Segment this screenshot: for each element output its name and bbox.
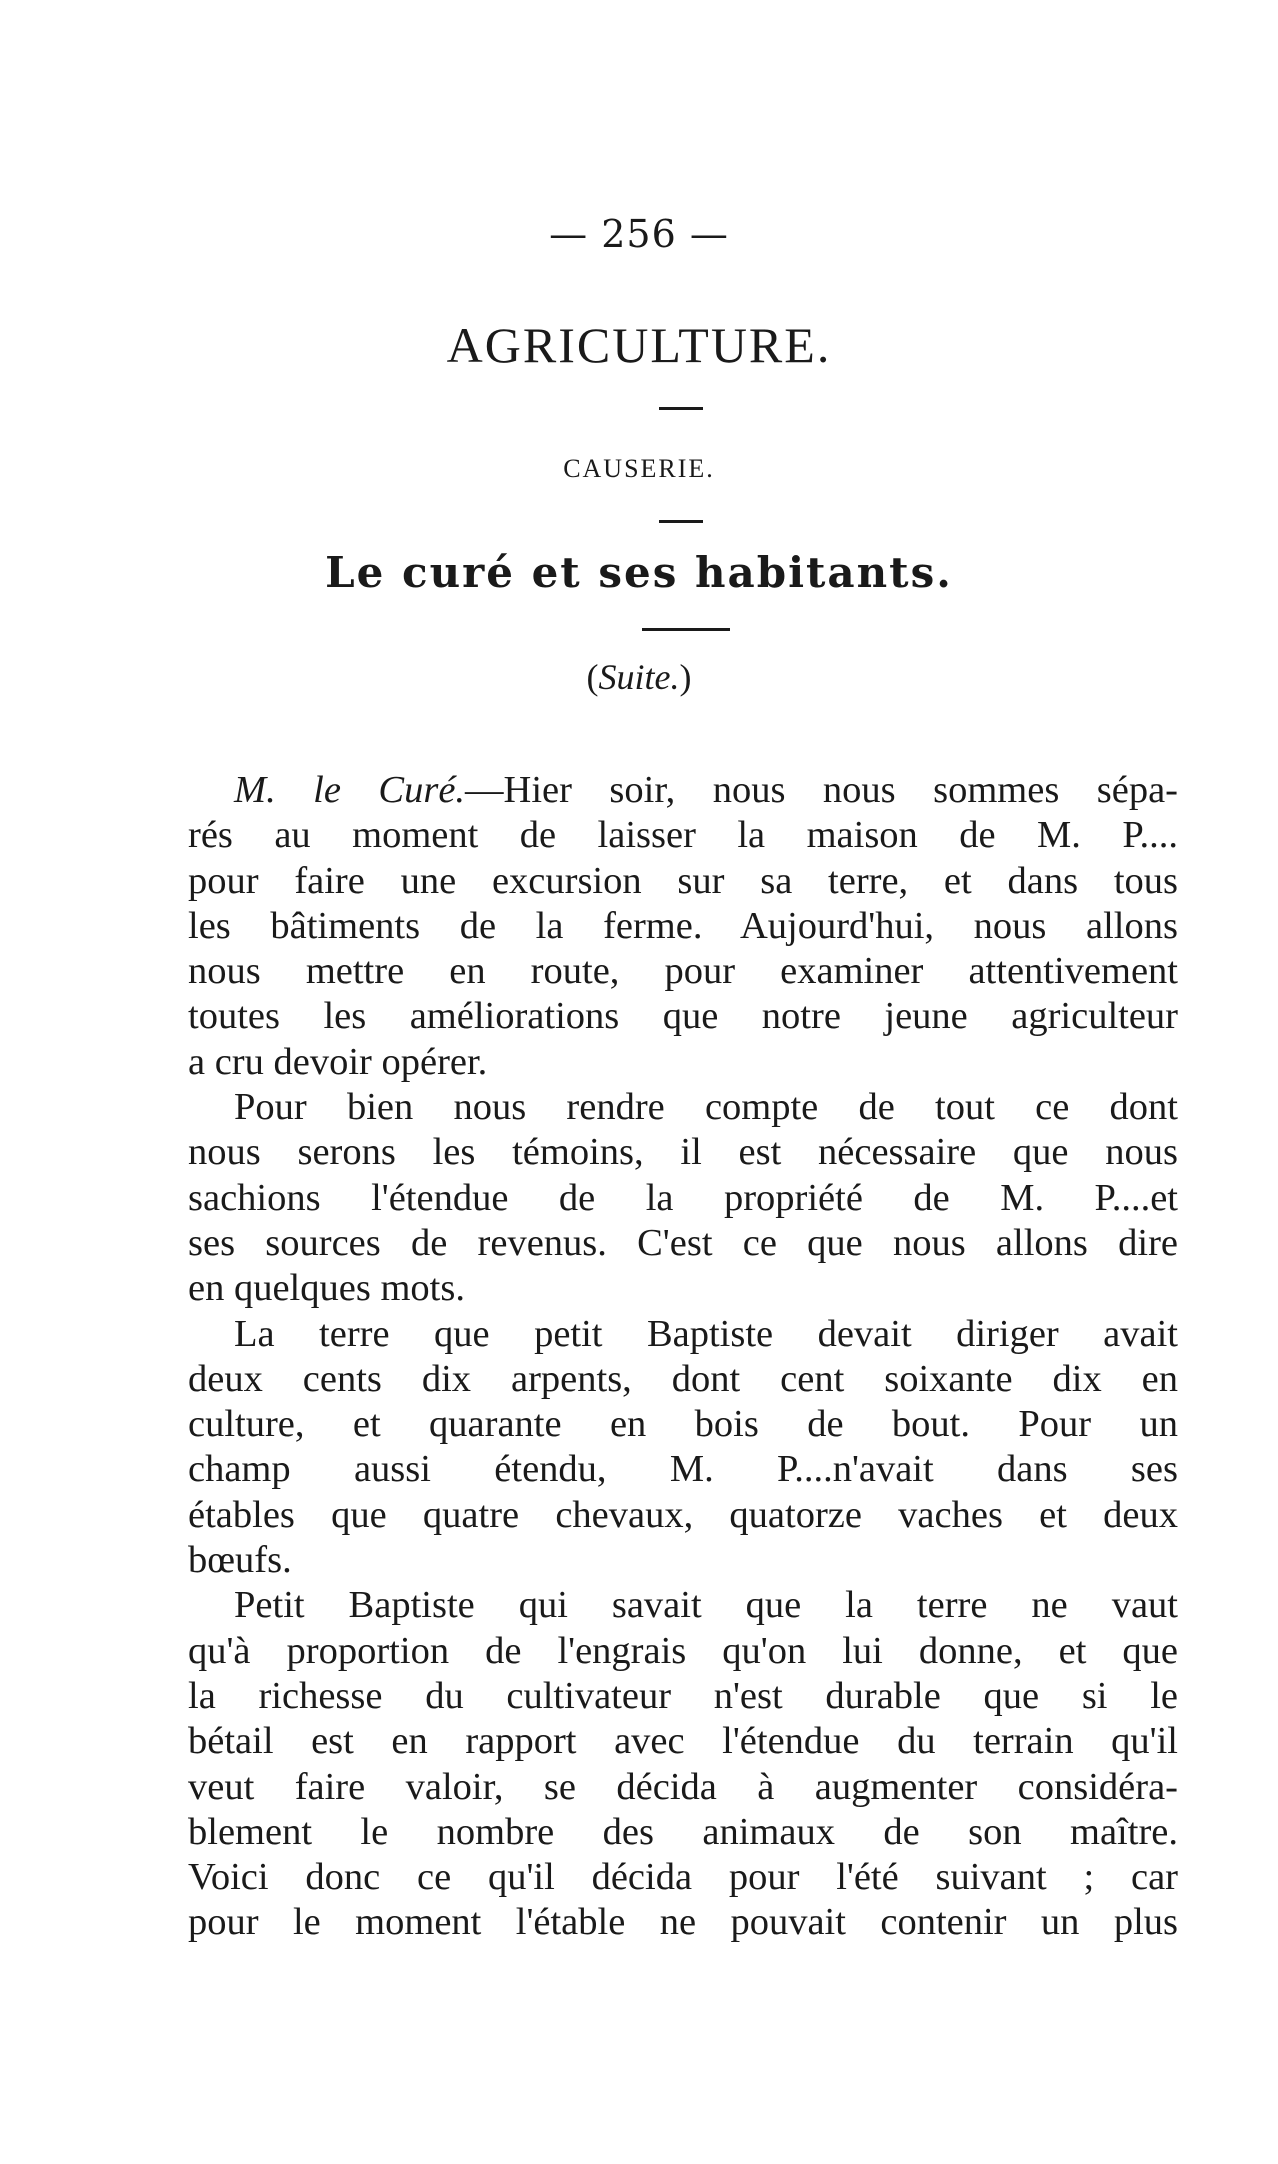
page-number: — 256 — <box>549 212 729 256</box>
text-line: Voici donc ce qu'il décida pour l'été suivant ; car <box>188 1856 1178 1899</box>
text-line: toutes les améliorations que notre jeune agriculteur <box>188 995 1178 1038</box>
section-title: AGRICULTURE. <box>446 317 832 373</box>
speaker-label: M. le Curé. <box>234 769 466 811</box>
divider-rule <box>659 520 703 523</box>
text-line: veut faire valoir, se décida à augmenter considéra- <box>188 1765 1178 1808</box>
text-line: qu'à proportion de l'engrais qu'on lui donne, et que <box>188 1629 1178 1672</box>
text-line: bétail est en rapport avec l'étendue du terrain qu'il <box>188 1720 1178 1763</box>
text-line: la richesse du cultivateur n'est durable que si le <box>188 1674 1178 1717</box>
text-line: deux cents dix arpents, dont cent soixante dix en <box>188 1357 1178 1400</box>
text-line: sachions l'étendue de la propriété de M. P....et <box>188 1176 1178 1219</box>
subsection-heading: CAUSERIE. <box>563 454 715 483</box>
text-line: en quelques mots. <box>188 1267 465 1310</box>
text-line: culture, et quarante en bois de bout. Pour un <box>188 1403 1178 1446</box>
text-line: blement le nombre des animaux de son maître. <box>188 1810 1178 1853</box>
text-line <box>188 768 1178 813</box>
continued-text: Suite. <box>598 657 680 697</box>
text-line: La terre que petit Baptiste devait diriger avait <box>234 1312 1178 1355</box>
article-body <box>188 768 1178 1946</box>
text-line: étables que quatre chevaux, quatorze vaches et deux <box>188 1493 1178 1536</box>
text-line: pour faire une excursion sur sa terre, et dans tous <box>188 859 1178 902</box>
text-line: champ aussi étendu, M. P....n'avait dans ses <box>188 1448 1178 1491</box>
text-line: nous serons les témoins, il est nécessaire que nous <box>188 1131 1178 1174</box>
text-line: a cru devoir opérer. <box>188 1040 488 1083</box>
text-line: pour le moment l'étable ne pouvait contenir un plus <box>188 1901 1178 1944</box>
text-line: ses sources de revenus. C'est ce que nous allons dire <box>188 1221 1178 1264</box>
divider-rule <box>642 628 730 631</box>
article-title: Le curé et ses habitants. <box>325 548 953 597</box>
text-line: nous mettre en route, pour examiner attentivement <box>188 950 1178 993</box>
line-text: —Hier soir, nous nous sommes sépa- <box>465 769 1179 811</box>
text-line: les bâtiments de la ferme. Aujourd'hui, nous allons <box>188 904 1178 947</box>
text-line: bœufs. <box>188 1539 292 1582</box>
continued-label: (Suite.) <box>586 657 692 697</box>
divider-rule <box>659 407 703 410</box>
text-line: rés au moment de laisser la maison de M. P.... <box>188 814 1178 857</box>
text-line: Petit Baptiste qui savait que la terre ne vaut <box>234 1584 1178 1627</box>
text-line: Pour bien nous rendre compte de tout ce dont <box>234 1086 1178 1129</box>
